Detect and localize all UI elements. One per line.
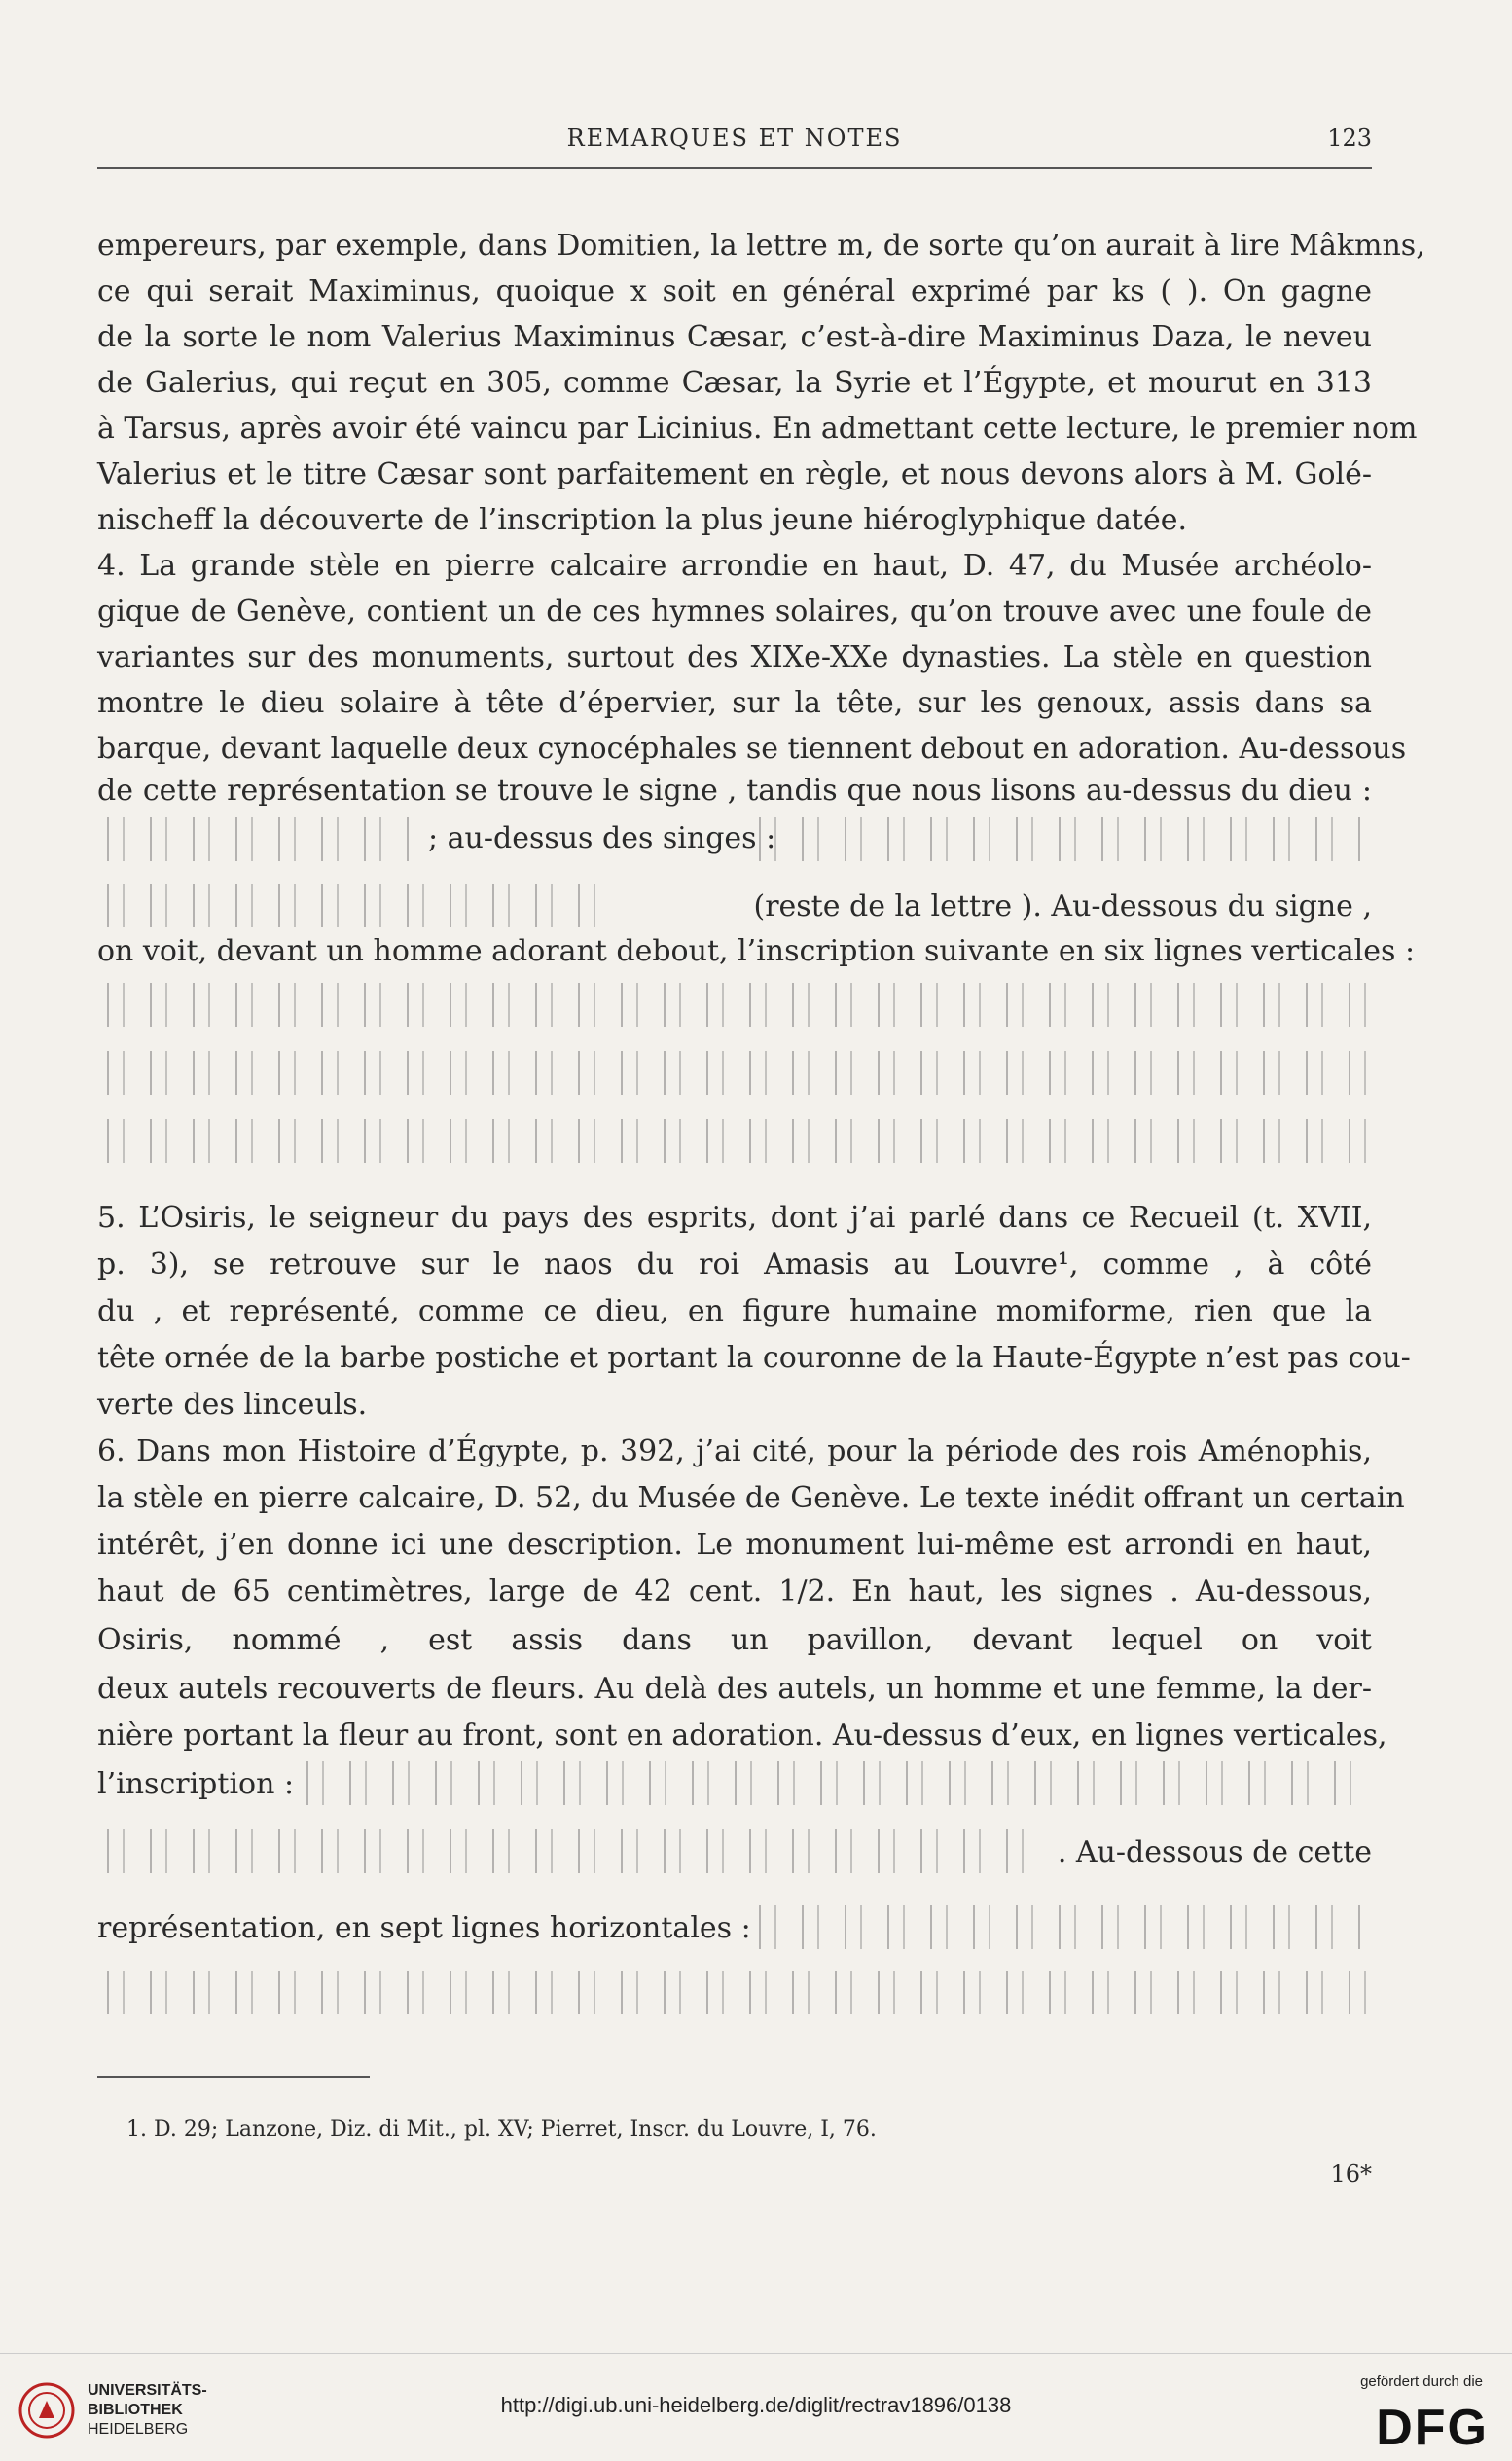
text-line-19: du , et représenté, comme ce dieu, en figure humaine momiforme, rien que la	[97, 1294, 1372, 1328]
text-line-17: 5. L’Osiris, le seigneur du pays des esprits, dont j’ai parlé dans ce Recueil (t. XVII,	[97, 1201, 1372, 1235]
text-line-22: 6. Dans mon Histoire d’Égypte, p. 392, j’ai cité, pour la période des rois Aménophis,	[97, 1434, 1372, 1468]
text-line-2: ce qui serait Maximinus, quoique x soit en général exprimé par ks ( ). On gagne	[97, 274, 1372, 308]
text-line-23: la stèle en pierre calcaire, D. 52, du Musée de Genève. Le texte inédit offrant un certain	[97, 1481, 1405, 1515]
text-line-27: deux autels recouverts de fleurs. Au delà des autels, un homme et une femme, la der-	[97, 1672, 1372, 1706]
hieroglyph-row	[97, 983, 1372, 1027]
text-line-13: de cette représentation se trouve le signe , tandis que nous lisons au-dessus du dieu :	[97, 774, 1372, 808]
hieroglyph-row	[97, 1119, 1372, 1163]
text-line-29: l’inscription :	[97, 1767, 295, 1801]
text-line-6: Valerius et le titre Cæsar sont parfaitement en règle, et nous devons alors à M. Golé-	[97, 457, 1372, 491]
institution-line: BIBLIOTHEK	[88, 2402, 183, 2418]
institution-line: UNIVERSITÄTS-	[88, 2382, 207, 2399]
footnote: 1. D. 29; Lanzone, Diz. di Mit., pl. XV; Pierret, Inscr. du Louvre, I, 76.	[126, 2117, 877, 2142]
footer-bar	[0, 2353, 1512, 2461]
text-line-3: de la sorte le nom Valerius Maximinus Cæsar, c’est-à-dire Maximinus Daza, le neveu	[97, 320, 1372, 354]
text-line-7: nischeff la découverte de l’inscription la plus jeune hiéroglyphique datée.	[97, 503, 1188, 537]
hieroglyph-group	[97, 1829, 1031, 1873]
hieroglyph-row	[97, 1971, 1372, 2014]
text-line-21: verte des linceuls.	[97, 1388, 368, 1422]
text-line-1: empereurs, par exemple, dans Domitien, la lettre m, de sorte qu’on aurait à lire Mâkmns,	[97, 229, 1425, 263]
text-line-16: on voit, devant un homme adorant debout, l’inscription suivante en six lignes verticales :	[97, 934, 1416, 968]
signature-mark: 16*	[1330, 2160, 1372, 2188]
text-line-4: de Galerius, qui reçut en 305, comme Cæsar, la Syrie et l’Égypte, et mourut en 313	[97, 366, 1372, 400]
text-line-8: 4. La grande stèle en pierre calcaire arrondie en haut, D. 47, du Musée archéolo-	[97, 549, 1372, 583]
header-title: REMARQUES ET NOTES	[566, 125, 903, 152]
text-line-9: gique de Genève, contient un de ces hymnes solaires, qu’on trouve avec une foule de	[97, 595, 1372, 629]
page-number: 123	[1327, 125, 1372, 152]
text-line-11: montre le dieu solaire à tête d’épervier, sur la tête, sur les genoux, assis dans sa	[97, 686, 1372, 720]
text-line-15: (reste de la lettre ). Au-dessous du signe ,	[753, 889, 1372, 923]
running-header	[97, 125, 1372, 169]
hieroglyph-group	[297, 1761, 1372, 1805]
hieroglyph-group	[749, 1905, 1372, 1949]
text-line-30: . Au-dessous de cette	[1057, 1835, 1372, 1869]
text-line-12: barque, devant laquelle deux cynocéphales se tiennent debout en adoration. Au-dessous	[97, 732, 1407, 766]
text-line-5: à Tarsus, après avoir été vaincu par Licinius. En admettant cette lecture, le premier nom	[97, 412, 1418, 446]
source-url[interactable]: http://digi.ub.uni-heidelberg.de/diglit/rectrav1896/0138	[500, 2393, 1012, 2417]
hieroglyph-row	[97, 1051, 1372, 1095]
text-line-25: haut de 65 centimètres, large de 42 cent. 1/2. En haut, les signes . Au-dessous,	[97, 1574, 1372, 1609]
text-line-31: représentation, en sept lignes horizontales :	[97, 1911, 751, 1945]
hieroglyph-group	[749, 817, 1372, 861]
text-line-28: nière portant la fleur au front, sont en adoration. Au-dessus d’eux, en lignes verticales,	[97, 1719, 1387, 1753]
text-line-24: intérêt, j’en donne ici une description. Le monument lui-même est arrondi en haut,	[97, 1528, 1372, 1562]
text-line-10: variantes sur des monuments, surtout des XIXe-XXe dynasties. La stèle en question	[97, 640, 1372, 674]
text-line-20: tête ornée de la barbe postiche et portant la couronne de la Haute-Égypte n’est pas cou-	[97, 1341, 1411, 1375]
institution-line: HEIDELBERG	[88, 2421, 189, 2438]
hieroglyph-group	[97, 884, 603, 927]
text-line-14: ; au-dessus des singes :	[428, 821, 776, 855]
hieroglyph-group	[97, 817, 418, 861]
footnote-rule	[97, 2076, 370, 2078]
text-line-26: Osiris, nommé , est assis dans un pavillon, devant lequel on voit	[97, 1623, 1372, 1657]
dfg-logo: DFG	[1376, 2400, 1489, 2456]
text-line-18: p. 3), se retrouve sur le naos du roi Amasis au Louvre¹, comme , à côté	[97, 1248, 1372, 1282]
funding-label: gefördert durch die	[1360, 2373, 1483, 2390]
